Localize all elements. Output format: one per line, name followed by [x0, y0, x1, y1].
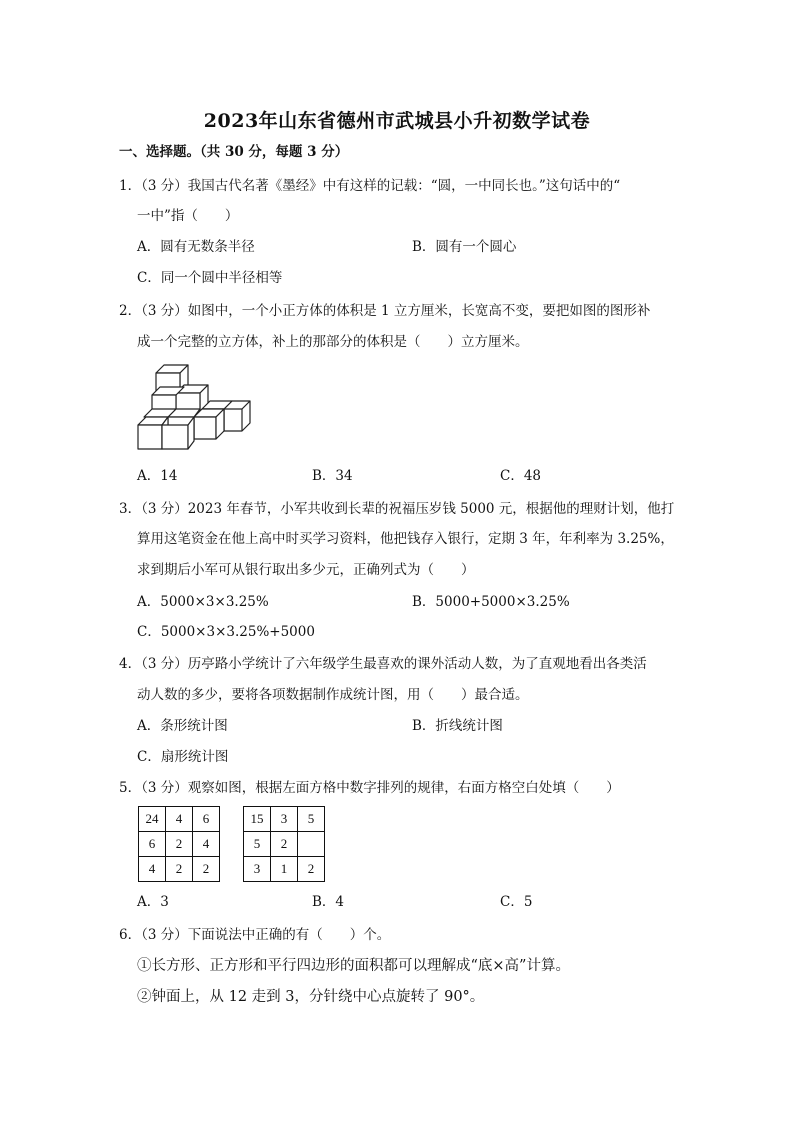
- question-6-statement-1: ①长方形、正方形和平行四边形的面积都可以理解成“底×高”计算。: [137, 958, 570, 974]
- question-3-option-c: C．5000×3×3.25%+5000: [137, 624, 315, 640]
- grid-cell: 3: [244, 857, 271, 882]
- grid-cell: 5: [298, 807, 325, 832]
- question-5-line-1: 5．（3 分）观察如图，根据左面方格中数字排列的规律，右面方格空白处填（ ）: [119, 780, 620, 796]
- question-4-line-1: 4．（3 分）历亭路小学统计了六年级学生最喜欢的课外活动人数，为了直观地看出各类活: [119, 656, 647, 672]
- grid-cell: 2: [193, 857, 220, 882]
- grid-cell: 2: [298, 857, 325, 882]
- grid-cell: 2: [271, 832, 298, 857]
- grid-cell: 2: [166, 857, 193, 882]
- left-number-grid: [138, 806, 220, 882]
- question-3-line-2: 算用这笔资金在他上高中时买学习资料，他把钱存入银行，定期 3 年，年利率为 3.25%，: [137, 531, 674, 547]
- question-5-option-c: C．5: [500, 894, 533, 910]
- question-1-line-2: 一中”指（ ）: [137, 208, 239, 224]
- question-4-line-2: 动人数的多少，要将各项数据制作成统计图，用（ ）最合适。: [137, 687, 529, 703]
- question-5-option-a: A．3: [137, 894, 169, 910]
- grid-cell: 15: [244, 807, 271, 832]
- grid-cell: 24: [139, 807, 166, 832]
- question-2-line-2: 成一个完整的立方体，补上的那部分的体积是（ ）立方厘米。: [137, 334, 529, 350]
- question-2-option-a: A．14: [137, 468, 178, 484]
- question-1-option-b: B．圆有一个圆心: [412, 239, 517, 255]
- question-6-line-1: 6．（3 分）下面说法中正确的有（ ）个。: [119, 927, 391, 943]
- question-2-line-1: 2．（3 分）如图中，一个小正方体的体积是 1 立方厘米，长宽高不变，要把如图的图形补: [119, 303, 651, 319]
- grid-cell: 5: [244, 832, 271, 857]
- section-heading: 一、选择题。（共 30 分，每题 3 分）: [119, 144, 349, 160]
- stacked-cubes-figure: [134, 361, 254, 455]
- question-4-option-a: A．条形统计图: [137, 718, 228, 734]
- grid-cell: 1: [271, 857, 298, 882]
- question-1-option-c: C．同一个圆中半径相等: [137, 270, 283, 286]
- right-number-grid: [243, 806, 325, 882]
- question-3-option-b: B．5000+5000×3.25%: [412, 594, 570, 610]
- question-3-line-3: 求到期后小军可从银行取出多少元，正确列式为（ ）: [137, 562, 475, 578]
- question-1-option-a: A．圆有无数条半径: [137, 239, 255, 255]
- grid-cell: 3: [271, 807, 298, 832]
- grid-cell-blank: [298, 832, 325, 857]
- grid-cell: 6: [139, 832, 166, 857]
- question-3-line-1: 3．（3 分）2023 年春节，小军共收到长辈的祝福压岁钱 5000 元，根据他的理财计划，他打: [119, 501, 675, 517]
- page-title: 2023年山东省德州市武城县小升初数学试卷: [203, 110, 591, 132]
- question-2-option-b: B．34: [312, 468, 353, 484]
- question-1-line-1: 1．（3 分）我国古代名著《墨经》中有这样的记载：“圆，一中同长也。”这句话中的“: [119, 178, 621, 194]
- grid-cell: 4: [139, 857, 166, 882]
- grid-cell: 4: [166, 807, 193, 832]
- question-5-option-b: B．4: [312, 894, 345, 910]
- question-6-statement-2: ②钟面上，从 12 走到 3，分针绕中心点旋转了 90°。: [137, 989, 485, 1005]
- grid-cell: 6: [193, 807, 220, 832]
- question-2-option-c: C．48: [500, 468, 542, 484]
- question-4-option-c: C．扇形统计图: [137, 749, 229, 765]
- grid-cell: 2: [166, 832, 193, 857]
- grid-cell: 4: [193, 832, 220, 857]
- question-3-option-a: A．5000×3×3.25%: [137, 594, 269, 610]
- question-4-option-b: B．折线统计图: [412, 718, 503, 734]
